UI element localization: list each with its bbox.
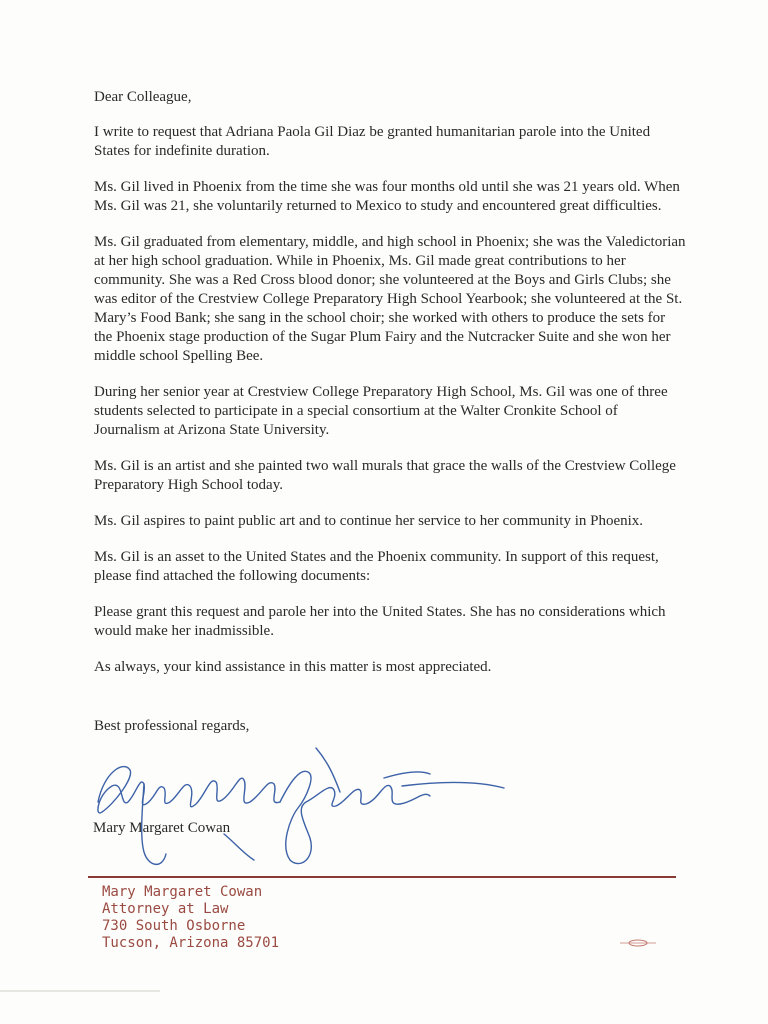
paragraph-artist: Ms. Gil is an artist and she painted two wall murals that grace the walls of the Crestview College Preparatory High School today. <box>94 458 676 493</box>
paragraph-asset: Ms. Gil is an asset to the United States and the Phoenix community. In support of this request, please find attached the following documents: <box>94 549 659 584</box>
letter-body <box>94 88 686 753</box>
letterhead-street: 730 South Osborne <box>102 918 246 934</box>
letterhead-divider <box>88 876 676 878</box>
paragraph-thanks: As always, your kind assistance in this matter is most appreciated. <box>94 659 492 675</box>
letterhead-title: Attorney at Law <box>102 901 229 917</box>
paragraph-grant: Please grant this request and parole her into the United States. She has no considerations which would make her inadmissible. <box>94 604 666 639</box>
letterhead-name: Mary Margaret Cowan <box>102 884 263 900</box>
paragraph-aspirations: Ms. Gil aspires to paint public art and to continue her service to her community in Phoenix. <box>94 513 644 529</box>
letterhead <box>102 884 279 952</box>
paragraph-senior-year: During her senior year at Crestview College Preparatory High School, Ms. Gil was one of three students selected to participate in a special consortium at the Walter Cronkite School of Journalism at Arizona State University. <box>94 384 668 438</box>
scan-edge <box>0 990 160 992</box>
paragraph-residence: Ms. Gil lived in Phoenix from the time she was four months old until she was 21 years old. When Ms. Gil was 21, she voluntarily returned to Mexico to study and encountered great difficulties. <box>94 179 680 214</box>
paragraph-request: I write to request that Adriana Paola Gil Diaz be granted humanitarian parole into the United States for indefinite duration. <box>94 124 651 159</box>
decorative-mark-icon <box>618 938 658 948</box>
handwritten-signature <box>84 742 514 872</box>
paragraph-education: Ms. Gil graduated from elementary, middle, and high school in Phoenix; she was the Valedictorian at her high school graduation. While in Phoenix, Ms. Gil made great contributions to her community. She was a Red Cross blood donor; she volunteered at the Boys and Girls Clubs; she was editor of the Crestview College Preparatory High School Yearbook; she volunteered at the St. Mary’s Food Bank; she sang in the school choir; she worked with others to produce the sets for the Phoenix stage production of the Sugar Plum Fairy and the Nutcracker Suite and she won her middle school Spelling Bee. <box>94 234 686 364</box>
salutation: Dear Colleague, <box>94 89 192 105</box>
signer-name: Mary Margaret Cowan <box>93 820 231 836</box>
letterhead-city: Tucson, Arizona 85701 <box>102 935 280 951</box>
closing: Best professional regards, <box>94 718 250 734</box>
